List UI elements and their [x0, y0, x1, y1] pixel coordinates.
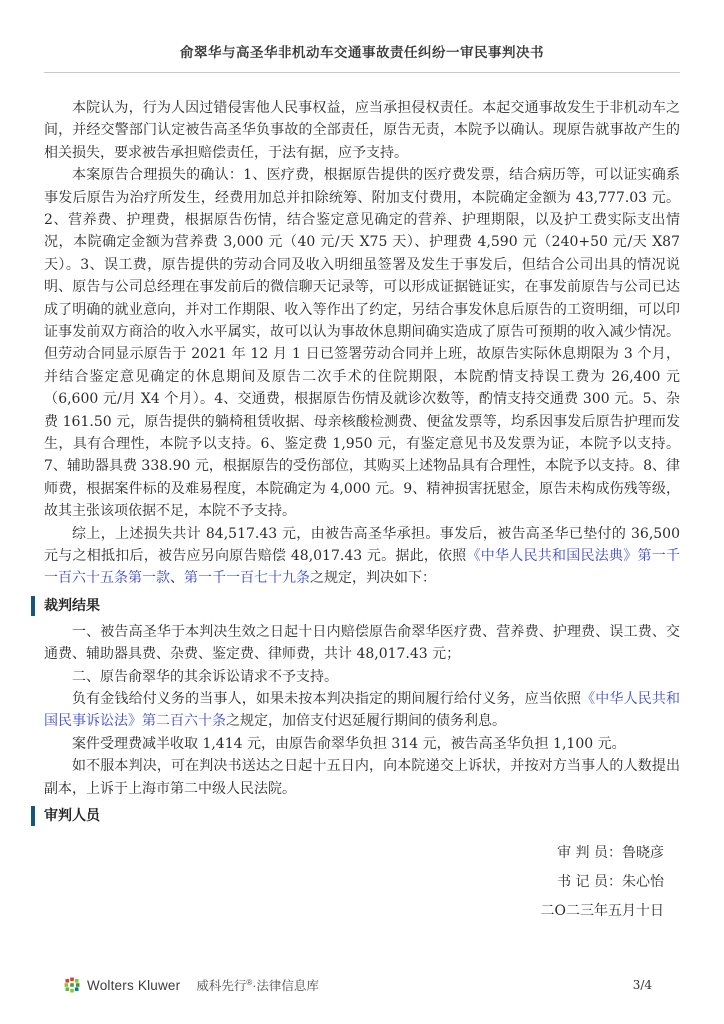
text-run: 案件受理费减半收取 1,414 元，由原告俞翠华负担 314 元，被告高圣华负担 1,100 元。	[72, 735, 626, 752]
judgment-date: 二O二三年五月十日	[540, 903, 664, 920]
blank-space	[44, 926, 680, 976]
header-divider	[44, 72, 680, 73]
statute-link[interactable]: 第一千一百六十五条第一款	[44, 548, 681, 587]
statute-link[interactable]: 《中华人民共和国民事诉讼法》	[44, 691, 680, 730]
text-run: 本案原告合理损失的确认：1、医疗费，根据原告提供的医疗费发票，结合病历等，可以证实确系事发后原告为治疗所发生，经费用加总并扣除统筹、附加支付费用，本院确定金额为 43,777.03 元。2、营养费、护理费，根据原告伤情，结合鉴定意见确定的营养、护理期限，以及护工费实际支出情况，本院确定金额为营养费 3,000 元（40 元/天 X75 天）、护理费 4,590 元（240+50 元/天 X87 天）。3、误工费，原告提供的劳动合同及收入明细虽签署及发生于事发后，但结合公司出具的情况说明、原告与公司总经理在事发前后的微信聊天记录等，可以形成证据链证实，在事发前原告与公司已达成了明确的就业意向，并对工作期限、收入等作出了约定，另结合事发休息后原告的工资明细，可以印证事发前双方商洽的收入水平属实，故可以认为事故休息期间确实造成了原告可预期的收入减少情况。但劳动合同显示原告于 2021 年 12 月 1 日已签署劳动合同并上班，故原告实际休息期限为 3 个月，并结合鉴定意见确定的休息期间及原告二次手术的住院期限，本院酌情支持误工费为 26,400 元（6,600 元/月 X4 个月）。4、交通费，根据原告伤情及就诊次数等，酌情支持交通费 300 元。5、杂费 161.50 元，原告提供的躺椅租赁收据、母亲核酸检测费、便盆发票等，均系因事发后原告护理而发生，具有合理性，本院予以支持。6、鉴定费 1,950 元，有鉴定意见书及发票为证，本院予以支持。7、辅助器具费 338.90 元，根据原告的受伤部位，其购买上述物品具有合理性，本院予以支持。8、律师费，根据案件标的及难易程度，本院确定为 4,000 元。9、精神损害抚慰金，原告未构成伤残等级，故其主张该项依据不足，本院不予支持。	[44, 167, 680, 520]
brand-name: Wolters Kluwer	[87, 977, 181, 993]
product-name	[196, 976, 319, 994]
document-header	[44, 44, 680, 73]
paragraph	[44, 164, 680, 523]
paragraph	[44, 688, 680, 733]
statute-link[interactable]: 第二百六十条	[142, 713, 226, 730]
document-title: 俞翠华与高圣华非机动车交通事故责任纠纷一审民事判决书	[180, 45, 544, 61]
paragraph	[44, 621, 680, 666]
text-run: 之规定，判决如下：	[310, 570, 436, 587]
product-name-cn: 威科先行	[196, 979, 247, 993]
page-footer	[44, 976, 680, 1024]
wolters-kluwer-logo-icon	[64, 977, 80, 993]
statute-link[interactable]: 第一千一百七十九条	[184, 570, 310, 587]
judge-line: 审 判 员：鲁晓彦	[557, 845, 664, 862]
statute-link[interactable]: 《中华人民共和国民法典》	[466, 548, 638, 565]
text-run: 负有金钱给付义务的当事人，如果未按本判决指定的期间履行给付义务，应当依照	[72, 691, 582, 708]
product-suffix: ·法律信息库	[252, 979, 319, 993]
text-run: 一、被告高圣华于本判决生效之日起十日内赔偿原告俞翠华医疗费、营养费、护理费、误工费、交通费、辅助器具费、杂费、鉴定费、律师费，共计 48,017.43 元；	[44, 623, 680, 663]
section-heading: 裁判结果	[31, 596, 680, 616]
text-run: 综上，上述损失共计 84,517.43 元，由被告高圣华承担。事发后，被告高圣华已垫付的 36,500 元与之相抵扣后，被告应另向原告赔偿 48,017.43 元。据此，依照	[44, 525, 680, 565]
text-run: 如不服本判决，可在判决书送达之日起十五日内，向本院递交上诉状，并按对方当事人的人数提出副本，上诉于上海市第二中级人民法院。	[44, 758, 680, 797]
brand-group	[64, 976, 319, 994]
signature-block	[44, 839, 680, 926]
clerk-line: 书 记 员：朱心怡	[557, 874, 664, 891]
text-run: 之规定，加倍支付迟延履行期间的债务利息。	[226, 713, 506, 730]
text-run: 、	[170, 570, 184, 587]
text-run: 二、原告俞翠华的其余诉讼请求不予支持。	[72, 668, 338, 685]
registered-trademark-mark: ®	[246, 977, 253, 987]
section-heading: 审判人员	[31, 806, 680, 826]
page-number: 3/4	[632, 978, 652, 992]
document-body	[44, 97, 680, 831]
paragraph	[44, 733, 680, 755]
paragraph	[44, 666, 680, 688]
paragraph	[44, 523, 680, 590]
text-run: 本院认为，行为人因过错侵害他人民事权益，应当承担侵权责任。本起交通事故发生于非机动车之间，并经交警部门认定被告高圣华负事故的全部责任，原告无责，本院予以确认。现原告就事故产生的相关损失，要求被告承担赔偿责任，于法有据，应予支持。	[44, 99, 680, 161]
paragraph	[44, 97, 680, 164]
paragraph	[44, 755, 680, 800]
